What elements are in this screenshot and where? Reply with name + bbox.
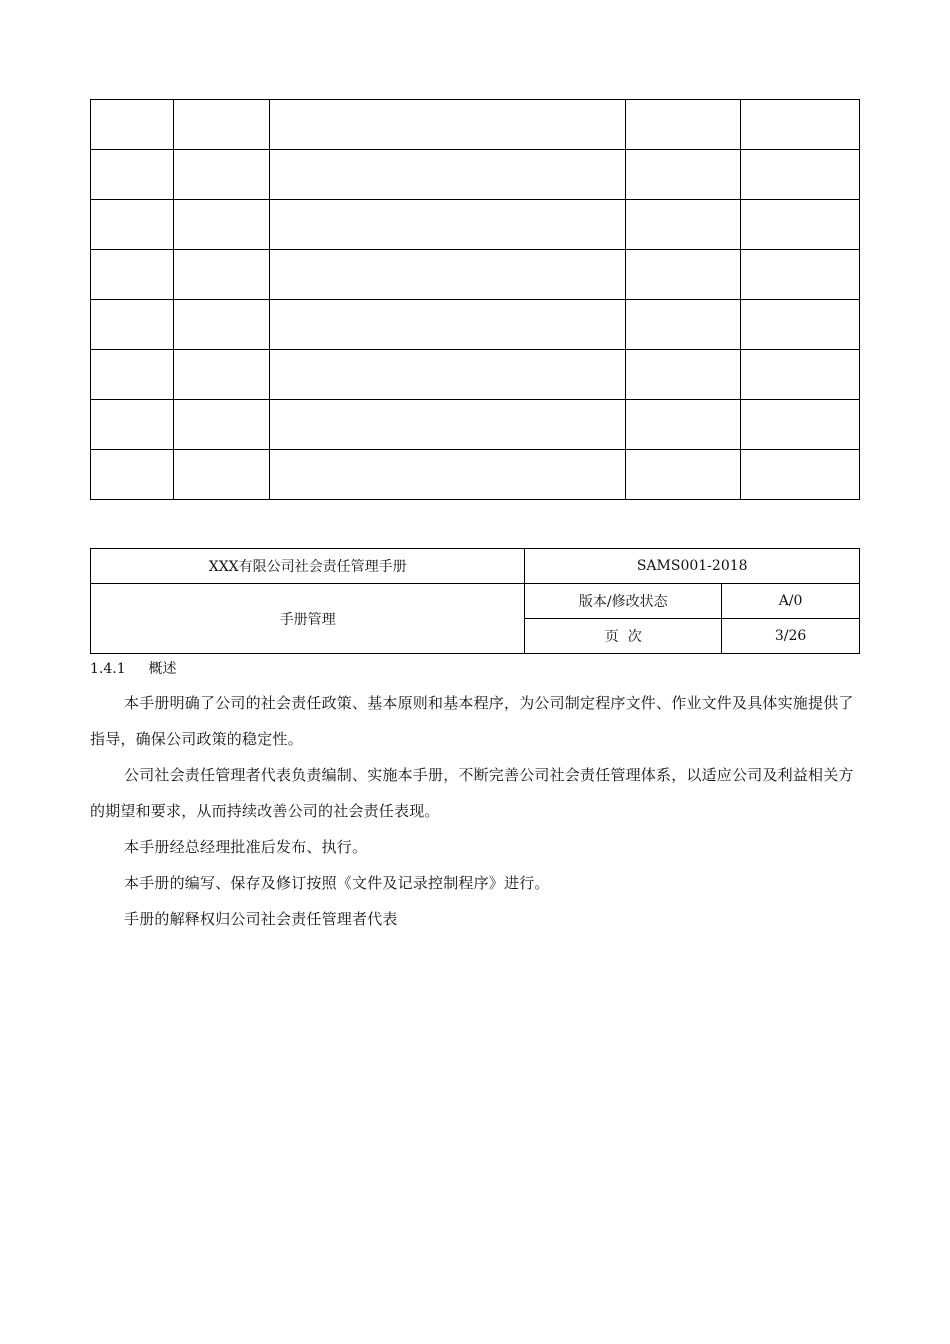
table-cell <box>269 250 626 300</box>
version-label: 版本/修改状态 <box>525 584 722 619</box>
table-row <box>91 350 860 400</box>
paragraph-1: 本手册明确了公司的社会责任政策、基本原则和基本程序，为公司制定程序文件、作业文件及具体实施提供了指导，确保公司政策的稳定性。 <box>90 694 854 748</box>
table-cell <box>741 400 860 450</box>
table-cell <box>173 250 269 300</box>
table-row <box>91 400 860 450</box>
table-cell <box>269 100 626 150</box>
table-cell <box>91 200 174 250</box>
table-cell <box>269 150 626 200</box>
table-row <box>91 200 860 250</box>
paragraph-5: 手册的解释权归公司社会责任管理者代表 <box>124 910 398 928</box>
table-cell <box>91 150 174 200</box>
table-row <box>91 250 860 300</box>
blank-record-table <box>90 99 860 500</box>
table-row <box>91 100 860 150</box>
page-value: 3/26 <box>722 619 860 654</box>
table-cell <box>741 150 860 200</box>
section-title: 手册管理 <box>91 584 525 654</box>
table-cell <box>91 350 174 400</box>
table-cell <box>173 200 269 250</box>
table-cell <box>741 350 860 400</box>
table-cell <box>173 100 269 150</box>
table-cell <box>741 200 860 250</box>
table-row <box>91 450 860 500</box>
version-value: A/0 <box>722 584 860 619</box>
table-cell <box>626 200 741 250</box>
table-cell <box>626 350 741 400</box>
table-cell <box>173 400 269 450</box>
paragraph-3: 本手册经总经理批准后发布、执行。 <box>124 838 368 856</box>
document-code: SAMS001-2018 <box>525 549 860 584</box>
section-number: 1.4.1 <box>90 661 126 677</box>
section-title-text: 概述 <box>148 661 177 677</box>
table-cell <box>269 350 626 400</box>
table-cell <box>173 150 269 200</box>
table-cell <box>91 300 174 350</box>
table-row <box>91 150 860 200</box>
table-cell <box>269 450 626 500</box>
table-cell <box>626 150 741 200</box>
table-cell <box>91 250 174 300</box>
section-heading <box>90 658 177 678</box>
table-cell <box>269 300 626 350</box>
table-cell <box>626 100 741 150</box>
table-cell <box>173 450 269 500</box>
document-header-table <box>90 548 860 654</box>
table-cell <box>626 400 741 450</box>
table-cell <box>626 300 741 350</box>
table-cell <box>741 300 860 350</box>
table-cell <box>173 350 269 400</box>
paragraph-2: 公司社会责任管理者代表负责编制、实施本手册，不断完善公司社会责任管理体系，以适应公司及利益相关方的期望和要求，从而持续改善公司的社会责任表现。 <box>90 766 854 820</box>
table-cell <box>91 400 174 450</box>
table-cell <box>741 100 860 150</box>
company-manual-title: XXX有限公司社会责任管理手册 <box>91 549 525 584</box>
table-cell <box>626 450 741 500</box>
table-cell <box>741 450 860 500</box>
table-cell <box>269 200 626 250</box>
table-cell <box>91 100 174 150</box>
table-row <box>91 300 860 350</box>
table-cell <box>269 400 626 450</box>
table-cell <box>173 300 269 350</box>
page-label: 页 次 <box>525 619 722 654</box>
table-cell <box>626 250 741 300</box>
table-cell <box>741 250 860 300</box>
table-cell <box>91 450 174 500</box>
paragraph-4: 本手册的编写、保存及修订按照《文件及记录控制程序》进行。 <box>124 874 550 892</box>
